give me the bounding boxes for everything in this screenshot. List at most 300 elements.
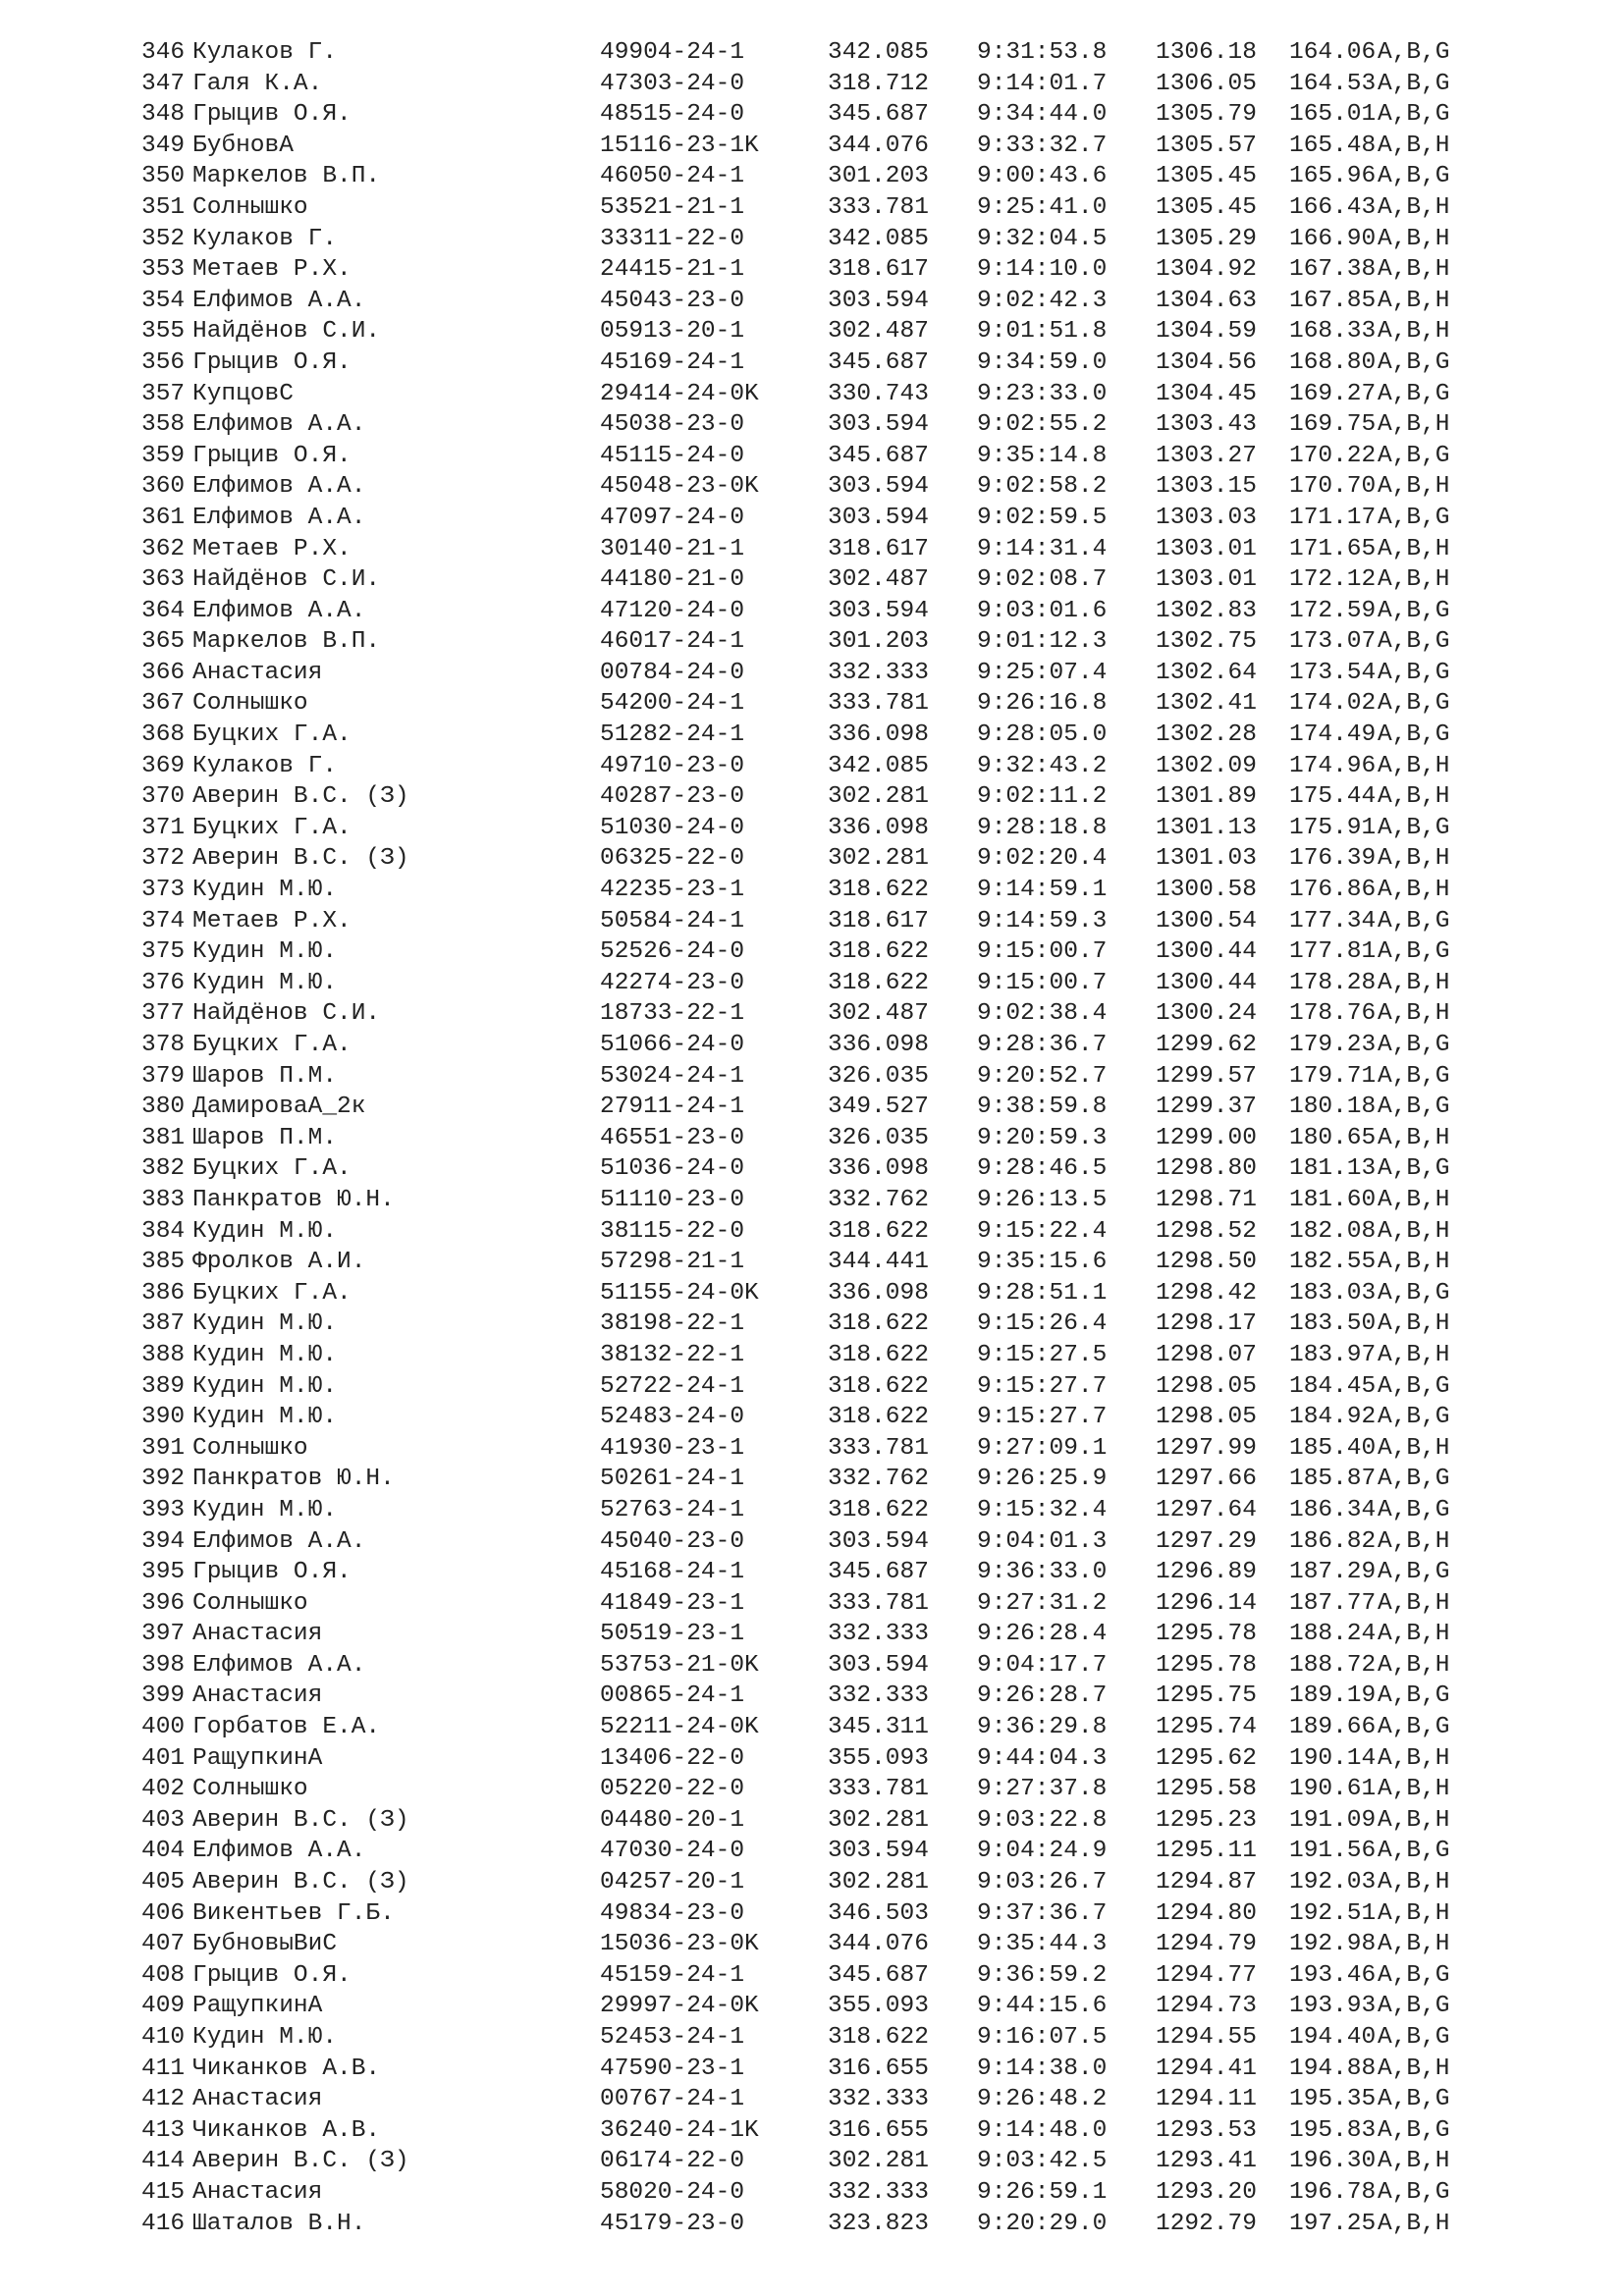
place-cell: 355 bbox=[141, 318, 186, 346]
speed-cell: 1304.92 bbox=[1156, 256, 1257, 284]
ring-number-cell: 46551-23-0 bbox=[600, 1124, 745, 1151]
result-row bbox=[141, 1681, 1476, 1712]
place-cell: 380 bbox=[141, 1094, 186, 1121]
speed-cell: 1296.89 bbox=[1156, 1559, 1257, 1586]
distance-cell: 349.527 bbox=[828, 1094, 929, 1121]
distance-cell: 355.093 bbox=[828, 1993, 929, 2020]
place-cell: 366 bbox=[141, 659, 186, 686]
ring-number-cell: 52763-24-1 bbox=[600, 1496, 745, 1523]
ring-number-cell: 51030-24-0 bbox=[600, 814, 745, 841]
points-cell: 183.97 bbox=[1289, 1341, 1377, 1368]
distance-cell: 326.035 bbox=[828, 1062, 929, 1090]
ring-number-cell: 52526-24-0 bbox=[600, 938, 745, 966]
flight-time-cell: 9:14:59.1 bbox=[977, 877, 1108, 904]
result-row bbox=[141, 37, 1476, 69]
speed-cell: 1298.52 bbox=[1156, 1217, 1257, 1245]
distance-cell: 318.622 bbox=[828, 2024, 929, 2051]
speed-cell: 1300.24 bbox=[1156, 1000, 1257, 1028]
result-row bbox=[141, 131, 1476, 162]
points-cell: 164.53 bbox=[1289, 70, 1377, 97]
owner-name-cell: Фролков А.И. bbox=[192, 1249, 366, 1276]
speed-cell: 1293.41 bbox=[1156, 2148, 1257, 2175]
speed-cell: 1292.79 bbox=[1156, 2210, 1257, 2237]
flight-time-cell: 9:15:27.7 bbox=[977, 1404, 1108, 1431]
classes-cell: A,B,G bbox=[1378, 690, 1450, 718]
speed-cell: 1300.44 bbox=[1156, 938, 1257, 966]
ring-number-cell: 42274-23-0 bbox=[600, 969, 745, 996]
owner-name-cell: Метаев Р.Х. bbox=[192, 907, 352, 934]
owner-name-cell: Кудин М.Ю. bbox=[192, 1310, 338, 1338]
classes-cell: A,B,H bbox=[1378, 1869, 1450, 1896]
owner-name-cell: Елфимов А.А. bbox=[192, 1838, 366, 1865]
flight-time-cell: 9:15:27.5 bbox=[977, 1341, 1108, 1368]
classes-cell: A,B,G bbox=[1378, 1838, 1450, 1865]
classes-cell: A,B,G bbox=[1378, 348, 1450, 376]
distance-cell: 302.281 bbox=[828, 1806, 929, 1834]
distance-cell: 333.781 bbox=[828, 193, 929, 221]
points-cell: 167.38 bbox=[1289, 256, 1377, 284]
distance-cell: 342.085 bbox=[828, 39, 929, 66]
speed-cell: 1298.17 bbox=[1156, 1310, 1257, 1338]
speed-cell: 1300.58 bbox=[1156, 877, 1257, 904]
speed-cell: 1302.09 bbox=[1156, 752, 1257, 779]
ring-number-cell: 44180-21-0 bbox=[600, 566, 745, 594]
flight-time-cell: 9:20:59.3 bbox=[977, 1124, 1108, 1151]
speed-cell: 1304.45 bbox=[1156, 380, 1257, 407]
result-row bbox=[141, 968, 1476, 999]
result-row bbox=[141, 1836, 1476, 1867]
place-cell: 388 bbox=[141, 1341, 186, 1368]
ring-number-cell: 36240-24-1K bbox=[600, 2116, 759, 2144]
classes-cell: A,B,H bbox=[1378, 1589, 1450, 1617]
classes-cell: A,B,H bbox=[1378, 535, 1450, 562]
distance-cell: 344.076 bbox=[828, 132, 929, 159]
result-row bbox=[141, 1774, 1476, 1805]
classes-cell: A,B,G bbox=[1378, 1279, 1450, 1307]
classes-cell: A,B,H bbox=[1378, 1249, 1450, 1276]
result-row bbox=[141, 441, 1476, 472]
owner-name-cell: Кудин М.Ю. bbox=[192, 1496, 338, 1523]
speed-cell: 1302.75 bbox=[1156, 628, 1257, 656]
result-row bbox=[141, 1805, 1476, 1837]
result-row bbox=[141, 1185, 1476, 1216]
ring-number-cell: 15116-23-1K bbox=[600, 132, 759, 159]
points-cell: 192.98 bbox=[1289, 1931, 1377, 1958]
distance-cell: 333.781 bbox=[828, 1434, 929, 1462]
points-cell: 187.29 bbox=[1289, 1559, 1377, 1586]
points-cell: 189.66 bbox=[1289, 1714, 1377, 1741]
place-cell: 404 bbox=[141, 1838, 186, 1865]
place-cell: 405 bbox=[141, 1869, 186, 1896]
points-cell: 166.43 bbox=[1289, 193, 1377, 221]
ring-number-cell: 47097-24-0 bbox=[600, 504, 745, 531]
points-cell: 193.93 bbox=[1289, 1993, 1377, 2020]
distance-cell: 345.687 bbox=[828, 1961, 929, 1989]
owner-name-cell: Анастасия bbox=[192, 2178, 323, 2206]
place-cell: 411 bbox=[141, 2055, 186, 2082]
result-row bbox=[141, 192, 1476, 224]
flight-time-cell: 9:26:13.5 bbox=[977, 1186, 1108, 1213]
flight-time-cell: 9:02:55.2 bbox=[977, 411, 1108, 439]
distance-cell: 336.098 bbox=[828, 1155, 929, 1183]
owner-name-cell: Елфимов А.А. bbox=[192, 287, 366, 314]
speed-cell: 1301.89 bbox=[1156, 783, 1257, 811]
flight-time-cell: 9:04:17.7 bbox=[977, 1651, 1108, 1679]
place-cell: 391 bbox=[141, 1434, 186, 1462]
classes-cell: A,B,G bbox=[1378, 39, 1450, 66]
flight-time-cell: 9:02:58.2 bbox=[977, 473, 1108, 501]
points-cell: 175.44 bbox=[1289, 783, 1377, 811]
place-cell: 381 bbox=[141, 1124, 186, 1151]
points-cell: 171.65 bbox=[1289, 535, 1377, 562]
flight-time-cell: 9:14:38.0 bbox=[977, 2055, 1108, 2082]
result-row bbox=[141, 1433, 1476, 1465]
speed-cell: 1306.05 bbox=[1156, 70, 1257, 97]
ring-number-cell: 52722-24-1 bbox=[600, 1372, 745, 1400]
points-cell: 183.03 bbox=[1289, 1279, 1377, 1307]
result-row bbox=[141, 1216, 1476, 1248]
speed-cell: 1297.99 bbox=[1156, 1434, 1257, 1462]
classes-cell: A,B,H bbox=[1378, 1186, 1450, 1213]
ring-number-cell: 50261-24-1 bbox=[600, 1466, 745, 1493]
speed-cell: 1304.56 bbox=[1156, 348, 1257, 376]
points-cell: 184.45 bbox=[1289, 1372, 1377, 1400]
owner-name-cell: Кулаков Г. bbox=[192, 225, 338, 252]
owner-name-cell: Аверин В.С. (З) bbox=[192, 783, 409, 811]
ring-number-cell: 05220-22-0 bbox=[600, 1776, 745, 1803]
ring-number-cell: 45115-24-0 bbox=[600, 442, 745, 469]
ring-number-cell: 13406-22-0 bbox=[600, 1744, 745, 1772]
classes-cell: A,B,H bbox=[1378, 2055, 1450, 2082]
classes-cell: A,B,G bbox=[1378, 721, 1450, 749]
speed-cell: 1306.18 bbox=[1156, 39, 1257, 66]
place-cell: 414 bbox=[141, 2148, 186, 2175]
distance-cell: 302.281 bbox=[828, 1869, 929, 1896]
distance-cell: 303.594 bbox=[828, 1651, 929, 1679]
speed-cell: 1305.45 bbox=[1156, 193, 1257, 221]
result-row bbox=[141, 1960, 1476, 1992]
points-cell: 174.49 bbox=[1289, 721, 1377, 749]
place-cell: 410 bbox=[141, 2024, 186, 2051]
owner-name-cell: Грыцив О.Я. bbox=[192, 101, 352, 129]
result-row bbox=[141, 1340, 1476, 1371]
place-cell: 351 bbox=[141, 193, 186, 221]
classes-cell: A,B,H bbox=[1378, 1310, 1450, 1338]
result-row bbox=[141, 347, 1476, 379]
place-cell: 395 bbox=[141, 1559, 186, 1586]
owner-name-cell: Найдёнов С.И. bbox=[192, 1000, 381, 1028]
flight-time-cell: 9:01:12.3 bbox=[977, 628, 1108, 656]
points-cell: 192.51 bbox=[1289, 1899, 1377, 1927]
result-row bbox=[141, 379, 1476, 410]
distance-cell: 301.203 bbox=[828, 628, 929, 656]
result-row bbox=[141, 751, 1476, 782]
points-cell: 171.17 bbox=[1289, 504, 1377, 531]
place-cell: 389 bbox=[141, 1372, 186, 1400]
owner-name-cell: Анастасия bbox=[192, 1621, 323, 1648]
place-cell: 365 bbox=[141, 628, 186, 656]
ring-number-cell: 45038-23-0 bbox=[600, 411, 745, 439]
classes-cell: A,B,H bbox=[1378, 193, 1450, 221]
distance-cell: 318.617 bbox=[828, 535, 929, 562]
place-cell: 349 bbox=[141, 132, 186, 159]
result-row bbox=[141, 316, 1476, 347]
ring-number-cell: 53521-21-1 bbox=[600, 193, 745, 221]
result-row bbox=[141, 1929, 1476, 1960]
distance-cell: 345.687 bbox=[828, 101, 929, 129]
owner-name-cell: Солнышко bbox=[192, 1776, 308, 1803]
ring-number-cell: 45159-24-1 bbox=[600, 1961, 745, 1989]
distance-cell: 301.203 bbox=[828, 163, 929, 190]
owner-name-cell: Найдёнов С.И. bbox=[192, 318, 381, 346]
result-row bbox=[141, 1371, 1476, 1403]
ring-number-cell: 51155-24-0K bbox=[600, 1279, 759, 1307]
owner-name-cell: Метаев Р.Х. bbox=[192, 256, 352, 284]
classes-cell: A,B,H bbox=[1378, 845, 1450, 873]
points-cell: 181.13 bbox=[1289, 1155, 1377, 1183]
distance-cell: 332.762 bbox=[828, 1466, 929, 1493]
owner-name-cell: РащупкинА bbox=[192, 1744, 323, 1772]
speed-cell: 1299.00 bbox=[1156, 1124, 1257, 1151]
speed-cell: 1298.05 bbox=[1156, 1404, 1257, 1431]
distance-cell: 318.622 bbox=[828, 1372, 929, 1400]
ring-number-cell: 30140-21-1 bbox=[600, 535, 745, 562]
distance-cell: 336.098 bbox=[828, 1032, 929, 1058]
speed-cell: 1295.62 bbox=[1156, 1744, 1257, 1772]
speed-cell: 1295.58 bbox=[1156, 1776, 1257, 1803]
result-row bbox=[141, 1153, 1476, 1185]
owner-name-cell: Галя К.А. bbox=[192, 70, 323, 97]
result-row bbox=[141, 1308, 1476, 1340]
distance-cell: 326.035 bbox=[828, 1124, 929, 1151]
ring-number-cell: 06325-22-0 bbox=[600, 845, 745, 873]
ring-number-cell: 38132-22-1 bbox=[600, 1341, 745, 1368]
ring-number-cell: 41930-23-1 bbox=[600, 1434, 745, 1462]
speed-cell: 1295.78 bbox=[1156, 1621, 1257, 1648]
distance-cell: 303.594 bbox=[828, 1527, 929, 1555]
speed-cell: 1303.15 bbox=[1156, 473, 1257, 501]
result-row bbox=[141, 875, 1476, 906]
place-cell: 392 bbox=[141, 1466, 186, 1493]
classes-cell: A,B,G bbox=[1378, 628, 1450, 656]
distance-cell: 318.712 bbox=[828, 70, 929, 97]
place-cell: 357 bbox=[141, 380, 186, 407]
owner-name-cell: Аверин В.С. (З) bbox=[192, 1869, 409, 1896]
place-cell: 369 bbox=[141, 752, 186, 779]
speed-cell: 1298.71 bbox=[1156, 1186, 1257, 1213]
classes-cell: A,B,G bbox=[1378, 2086, 1450, 2113]
speed-cell: 1294.80 bbox=[1156, 1899, 1257, 1927]
distance-cell: 303.594 bbox=[828, 287, 929, 314]
ring-number-cell: 00865-24-1 bbox=[600, 1682, 745, 1710]
ring-number-cell: 33311-22-0 bbox=[600, 225, 745, 252]
points-cell: 186.34 bbox=[1289, 1496, 1377, 1523]
classes-cell: A,B,H bbox=[1378, 1651, 1450, 1679]
result-row bbox=[141, 69, 1476, 100]
speed-cell: 1300.44 bbox=[1156, 969, 1257, 996]
distance-cell: 345.687 bbox=[828, 348, 929, 376]
place-cell: 399 bbox=[141, 1682, 186, 1710]
speed-cell: 1303.01 bbox=[1156, 566, 1257, 594]
speed-cell: 1303.01 bbox=[1156, 535, 1257, 562]
distance-cell: 316.655 bbox=[828, 2116, 929, 2144]
ring-number-cell: 47120-24-0 bbox=[600, 597, 745, 624]
flight-time-cell: 9:36:29.8 bbox=[977, 1714, 1108, 1741]
place-cell: 352 bbox=[141, 225, 186, 252]
flight-time-cell: 9:15:32.4 bbox=[977, 1496, 1108, 1523]
flight-time-cell: 9:25:41.0 bbox=[977, 193, 1108, 221]
flight-time-cell: 9:38:59.8 bbox=[977, 1094, 1108, 1121]
result-row bbox=[141, 1092, 1476, 1123]
speed-cell: 1297.64 bbox=[1156, 1496, 1257, 1523]
ring-number-cell: 15036-23-0K bbox=[600, 1931, 759, 1958]
distance-cell: 303.594 bbox=[828, 1838, 929, 1865]
place-cell: 412 bbox=[141, 2086, 186, 2113]
owner-name-cell: Викентьев Г.Б. bbox=[192, 1899, 395, 1927]
points-cell: 192.03 bbox=[1289, 1869, 1377, 1896]
flight-time-cell: 9:28:36.7 bbox=[977, 1032, 1108, 1058]
speed-cell: 1298.07 bbox=[1156, 1341, 1257, 1368]
flight-time-cell: 9:15:26.4 bbox=[977, 1310, 1108, 1338]
ring-number-cell: 53024-24-1 bbox=[600, 1062, 745, 1090]
points-cell: 170.70 bbox=[1289, 473, 1377, 501]
classes-cell: A,B,G bbox=[1378, 1062, 1450, 1090]
place-cell: 373 bbox=[141, 877, 186, 904]
owner-name-cell: Аверин В.С. (З) bbox=[192, 1806, 409, 1834]
owner-name-cell: Буцких Г.А. bbox=[192, 814, 352, 841]
speed-cell: 1298.42 bbox=[1156, 1279, 1257, 1307]
classes-cell: A,B,G bbox=[1378, 163, 1450, 190]
result-row bbox=[141, 2209, 1476, 2240]
classes-cell: A,B,H bbox=[1378, 411, 1450, 439]
points-cell: 197.25 bbox=[1289, 2210, 1377, 2237]
owner-name-cell: БубновА bbox=[192, 132, 294, 159]
speed-cell: 1302.83 bbox=[1156, 597, 1257, 624]
ring-number-cell: 42235-23-1 bbox=[600, 877, 745, 904]
result-row bbox=[141, 409, 1476, 441]
speed-cell: 1302.64 bbox=[1156, 659, 1257, 686]
points-cell: 173.54 bbox=[1289, 659, 1377, 686]
owner-name-cell: Буцких Г.А. bbox=[192, 1032, 352, 1058]
owner-name-cell: Солнышко bbox=[192, 1434, 308, 1462]
flight-time-cell: 9:35:44.3 bbox=[977, 1931, 1108, 1958]
flight-time-cell: 9:25:07.4 bbox=[977, 659, 1108, 686]
owner-name-cell: Кудин М.Ю. bbox=[192, 877, 338, 904]
distance-cell: 303.594 bbox=[828, 597, 929, 624]
classes-cell: A,B,H bbox=[1378, 1434, 1450, 1462]
points-cell: 187.77 bbox=[1289, 1589, 1377, 1617]
result-row bbox=[141, 658, 1476, 689]
flight-time-cell: 9:04:01.3 bbox=[977, 1527, 1108, 1555]
classes-cell: A,B,H bbox=[1378, 1000, 1450, 1028]
place-cell: 367 bbox=[141, 690, 186, 718]
classes-cell: A,B,G bbox=[1378, 1961, 1450, 1989]
place-cell: 385 bbox=[141, 1249, 186, 1276]
owner-name-cell: Кулаков Г. bbox=[192, 39, 338, 66]
owner-name-cell: Маркелов В.П. bbox=[192, 163, 381, 190]
flight-time-cell: 9:37:36.7 bbox=[977, 1899, 1108, 1927]
result-row bbox=[141, 1247, 1476, 1278]
points-cell: 164.06 bbox=[1289, 39, 1377, 66]
owner-name-cell: БубновыВиС bbox=[192, 1931, 338, 1958]
results-table bbox=[141, 37, 1476, 2239]
speed-cell: 1304.63 bbox=[1156, 287, 1257, 314]
classes-cell: A,B,H bbox=[1378, 566, 1450, 594]
owner-name-cell: Елфимов А.А. bbox=[192, 597, 366, 624]
distance-cell: 318.622 bbox=[828, 877, 929, 904]
result-row bbox=[141, 843, 1476, 875]
distance-cell: 323.823 bbox=[828, 2210, 929, 2237]
distance-cell: 303.594 bbox=[828, 473, 929, 501]
place-cell: 347 bbox=[141, 70, 186, 97]
ring-number-cell: 04257-20-1 bbox=[600, 1869, 745, 1896]
points-cell: 182.08 bbox=[1289, 1217, 1377, 1245]
classes-cell: A,B,G bbox=[1378, 1404, 1450, 1431]
speed-cell: 1293.53 bbox=[1156, 2116, 1257, 2144]
result-row bbox=[141, 1650, 1476, 1682]
speed-cell: 1295.74 bbox=[1156, 1714, 1257, 1741]
owner-name-cell: Найдёнов С.И. bbox=[192, 566, 381, 594]
flight-time-cell: 9:34:59.0 bbox=[977, 348, 1108, 376]
distance-cell: 332.333 bbox=[828, 659, 929, 686]
flight-time-cell: 9:33:32.7 bbox=[977, 132, 1108, 159]
result-row bbox=[141, 2084, 1476, 2115]
flight-time-cell: 9:36:59.2 bbox=[977, 1961, 1108, 1989]
distance-cell: 318.622 bbox=[828, 1404, 929, 1431]
speed-cell: 1294.77 bbox=[1156, 1961, 1257, 1989]
owner-name-cell: Елфимов А.А. bbox=[192, 1651, 366, 1679]
points-cell: 180.65 bbox=[1289, 1124, 1377, 1151]
ring-number-cell: 49710-23-0 bbox=[600, 752, 745, 779]
speed-cell: 1305.45 bbox=[1156, 163, 1257, 190]
place-cell: 377 bbox=[141, 1000, 186, 1028]
result-row bbox=[141, 1030, 1476, 1061]
owner-name-cell: Грыцив О.Я. bbox=[192, 1961, 352, 1989]
classes-cell: A,B,G bbox=[1378, 101, 1450, 129]
place-cell: 358 bbox=[141, 411, 186, 439]
classes-cell: A,B,G bbox=[1378, 907, 1450, 934]
speed-cell: 1305.57 bbox=[1156, 132, 1257, 159]
distance-cell: 332.762 bbox=[828, 1186, 929, 1213]
flight-time-cell: 9:27:09.1 bbox=[977, 1434, 1108, 1462]
classes-cell: A,B,G bbox=[1378, 938, 1450, 966]
result-row bbox=[141, 286, 1476, 317]
result-row bbox=[141, 564, 1476, 596]
owner-name-cell: Кудин М.Ю. bbox=[192, 2024, 338, 2051]
place-cell: 407 bbox=[141, 1931, 186, 1958]
points-cell: 178.28 bbox=[1289, 969, 1377, 996]
ring-number-cell: 45048-23-0K bbox=[600, 473, 759, 501]
classes-cell: A,B,G bbox=[1378, 1682, 1450, 1710]
place-cell: 379 bbox=[141, 1062, 186, 1090]
owner-name-cell: Кудин М.Ю. bbox=[192, 1341, 338, 1368]
place-cell: 401 bbox=[141, 1744, 186, 1772]
place-cell: 402 bbox=[141, 1776, 186, 1803]
distance-cell: 302.487 bbox=[828, 566, 929, 594]
flight-time-cell: 9:26:48.2 bbox=[977, 2086, 1108, 2113]
classes-cell: A,B,H bbox=[1378, 1744, 1450, 1772]
flight-time-cell: 9:14:10.0 bbox=[977, 256, 1108, 284]
speed-cell: 1305.29 bbox=[1156, 225, 1257, 252]
owner-name-cell: Анастасия bbox=[192, 2086, 323, 2113]
distance-cell: 318.622 bbox=[828, 1310, 929, 1338]
result-row bbox=[141, 1588, 1476, 1620]
speed-cell: 1297.66 bbox=[1156, 1466, 1257, 1493]
ring-number-cell: 52453-24-1 bbox=[600, 2024, 745, 2051]
result-row bbox=[141, 224, 1476, 255]
ring-number-cell: 47030-24-0 bbox=[600, 1838, 745, 1865]
result-row bbox=[141, 1557, 1476, 1588]
